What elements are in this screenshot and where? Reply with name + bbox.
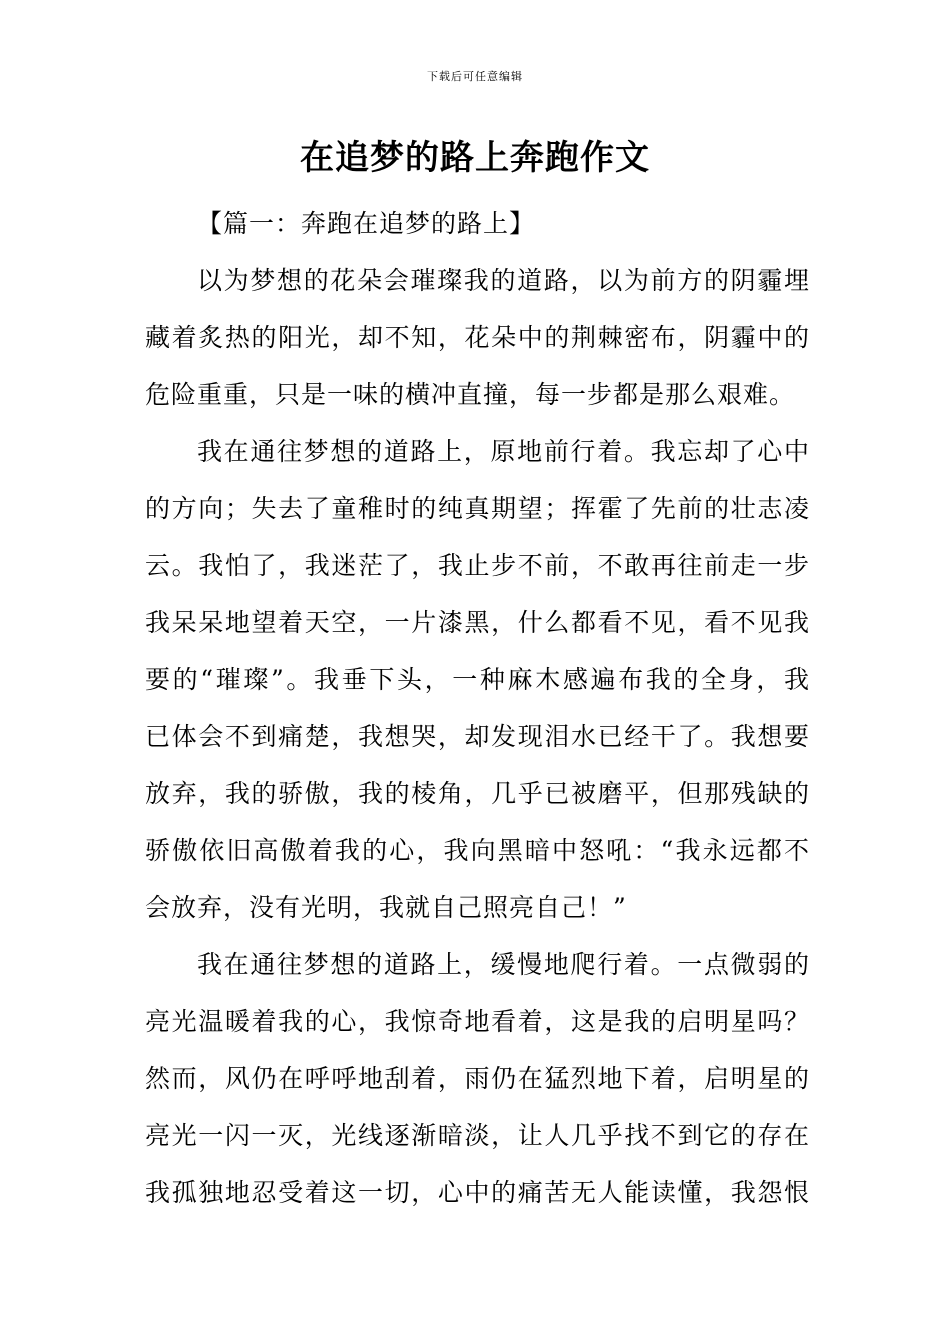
text-line: 云。我怕了，我迷茫了，我止步不前，不敢再往前走一步 — [145, 551, 810, 580]
text-line: 要的“璀璨”。我垂下头，一种麻木感遍布我的全身，我 — [145, 665, 810, 694]
text-line: 危险重重，只是一味的横冲直撞，每一步都是那么艰难。 — [145, 380, 796, 409]
text-line: 会放弃，没有光明，我就自己照亮自己！” — [145, 893, 627, 922]
text-line: 藏着炙热的阳光，却不知，花朵中的荆棘密布，阴霾中的 — [145, 323, 810, 352]
text-line: 放弃，我的骄傲，我的棱角，几乎已被磨平，但那残缺的 — [145, 779, 810, 808]
paragraph-2 — [145, 423, 810, 936]
text-line: 我在通往梦想的道路上，缓慢地爬行着。一点微弱的 — [197, 950, 810, 979]
paragraph-3 — [145, 936, 810, 1221]
text-line: 已体会不到痛楚，我想哭，却发现泪水已经干了。我想要 — [145, 722, 810, 751]
text-line: 我在通往梦想的道路上，原地前行着。我忘却了心中 — [197, 437, 810, 466]
paragraph-1 — [145, 252, 810, 423]
text-line: 我孤独地忍受着这一切，心中的痛苦无人能读懂，我怨恨 — [145, 1178, 810, 1207]
text-line: 骄傲依旧高傲着我的心，我向黑暗中怒吼：“我永远都不 — [145, 836, 810, 865]
text-line: 亮光一闪一灭，光线逐渐暗淡，让人几乎找不到它的存在 — [145, 1121, 810, 1150]
header-note: 下载后可任意编辑 — [427, 70, 523, 83]
text-line: 以为梦想的花朵会璀璨我的道路，以为前方的阴霾埋 — [197, 266, 810, 295]
text-line: 的方向；失去了童稚时的纯真期望；挥霍了先前的壮志凌 — [145, 494, 810, 523]
section-heading: 【篇一：奔跑在追梦的路上】 — [197, 209, 536, 238]
text-line: 我呆呆地望着天空，一片漆黑，什么都看不见，看不见我 — [145, 608, 810, 637]
text-line: 然而，风仍在呼呼地刮着，雨仍在猛烈地下着，启明星的 — [145, 1064, 810, 1093]
document-title: 在追梦的路上奔跑作文 — [300, 138, 650, 178]
document-body — [145, 195, 810, 1221]
text-line: 亮光温暖着我的心，我惊奇地看着，这是我的启明星吗？ — [145, 1007, 810, 1036]
